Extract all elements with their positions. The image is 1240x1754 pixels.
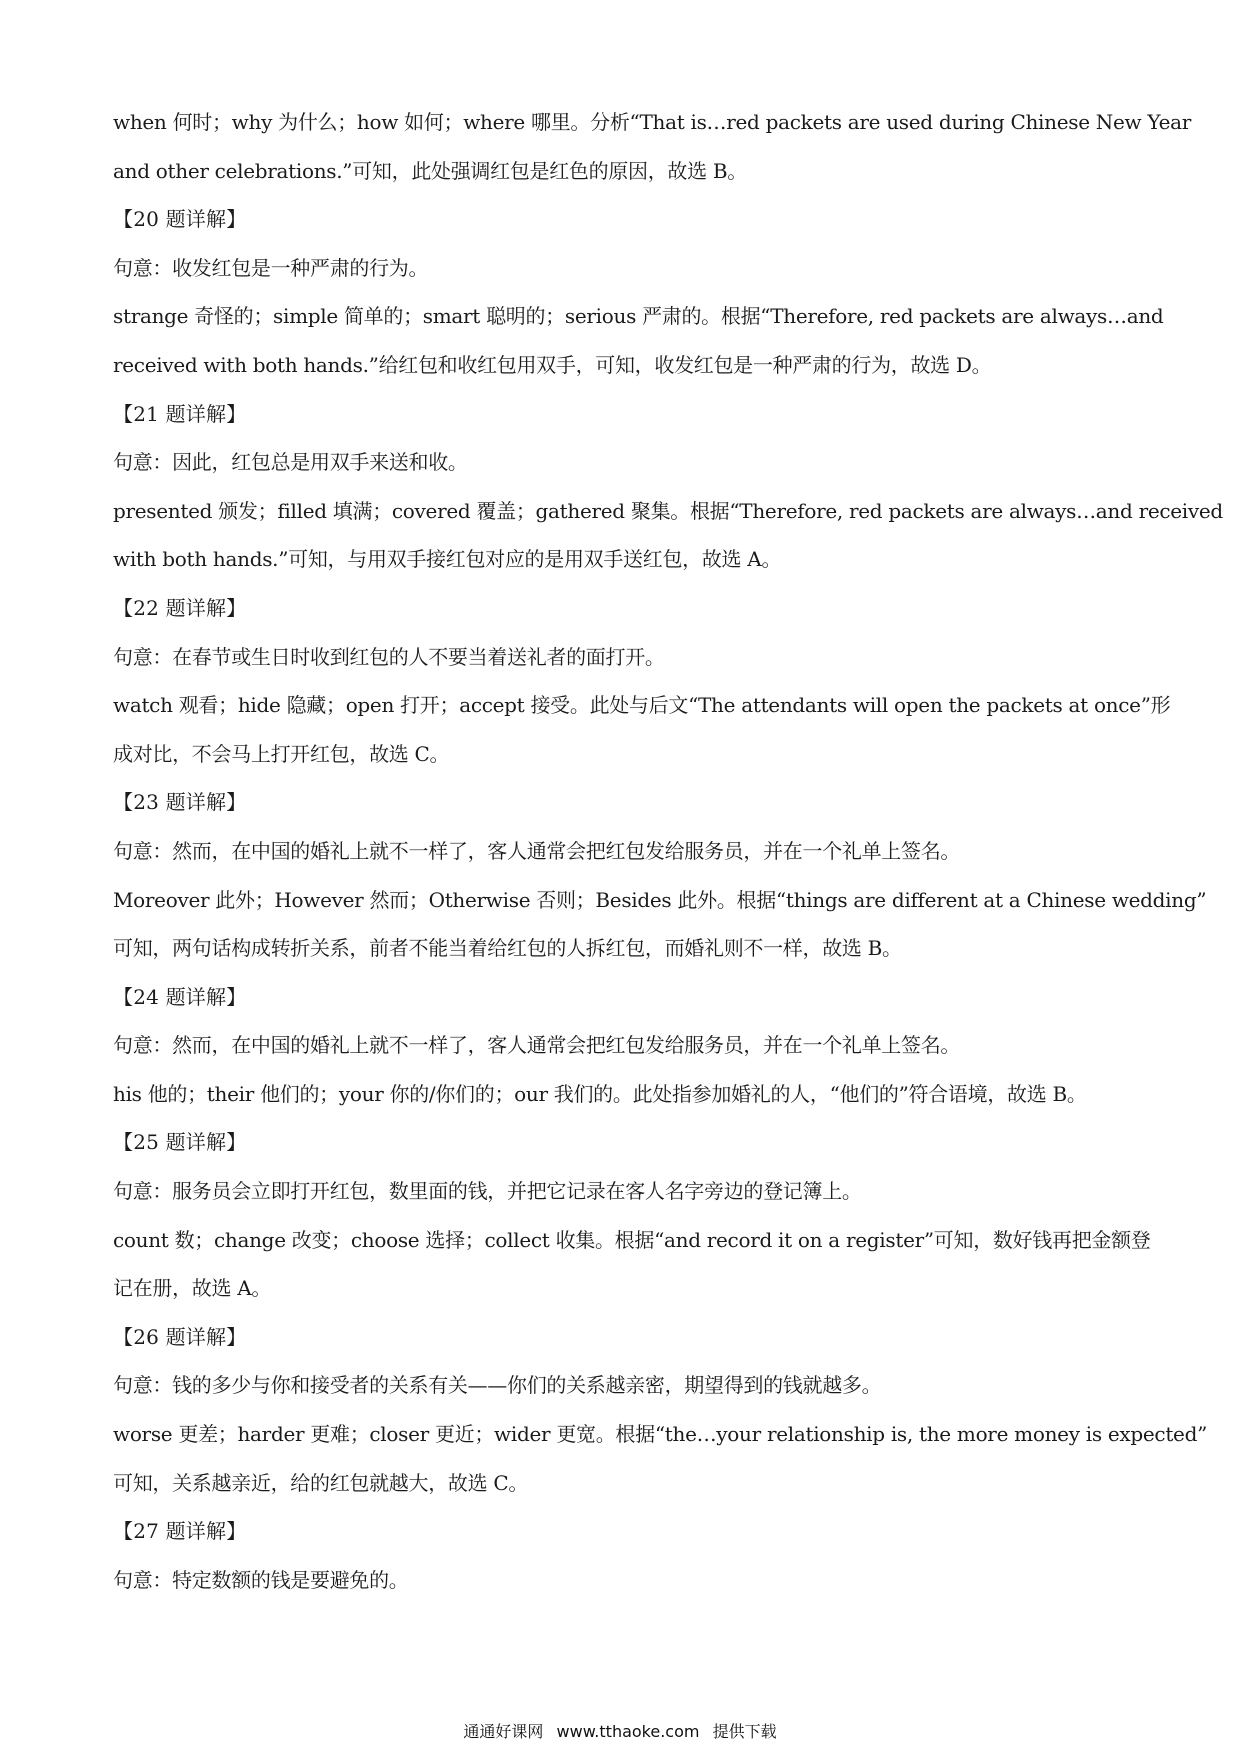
section-heading-24: 【24 题详解】 [113,984,247,1009]
footer-url[interactable]: www.tthaoke.com [556,1722,700,1741]
text-line: 记在册，故选 A。 [113,1276,272,1301]
text-line: and other celebrations.”可知，此处强调红包是红色的原因，故选 B。 [113,158,747,183]
text-line: 句意：因此，红包总是用双手来送和收。 [113,450,468,475]
section-heading-21: 【21 题详解】 [113,401,247,426]
page-footer [0,1722,1240,1742]
text-line: with both hands.”可知，与用双手接红包对应的是用双手送红包，故选 A。 [113,547,782,572]
text-line: 句意：钱的多少与你和接受者的关系有关——你们的关系越亲密，期望得到的钱就越多。 [113,1373,882,1398]
text-line: 句意：特定数额的钱是要避免的。 [113,1567,409,1592]
section-heading-25: 【25 题详解】 [113,1130,247,1155]
text-line: Moreover 此外；However 然而；Otherwise 否则；Besides 此外。根据“things are different at a Chinese wedding” [113,887,1207,912]
text-line: watch 观看；hide 隐藏；open 打开；accept 接受。此处与后文“The attendants will open the packets at once”形 [113,693,1171,718]
text-line: 句意：收发红包是一种严肃的行为。 [113,255,429,280]
footer-site-name: 通通好课网 [463,1722,544,1741]
text-line: 可知，两句话构成转折关系，前者不能当着给红包的人拆红包，而婚礼则不一样，故选 B。 [113,936,902,961]
text-line: received with both hands.”给红包和收红包用双手，可知，收发红包是一种严肃的行为，故选 D。 [113,352,992,377]
text-line: 句意：在春节或生日时收到红包的人不要当着送礼者的面打开。 [113,644,665,669]
text-line: strange 奇怪的；simple 简单的；smart 聪明的；serious 严肃的。根据“Therefore, red packets are always…and [113,304,1164,329]
text-line: count 数；change 改变；choose 选择；collect 收集。根据“and record it on a register”可知，数好钱再把金额登 [113,1227,1151,1252]
text-line: his 他的；their 他们的；your 你的/你们的；our 我们的。此处指参加婚礼的人，“他们的”符合语境，故选 B。 [113,1081,1087,1106]
section-heading-22: 【22 题详解】 [113,595,247,620]
text-line: 可知，关系越亲近，给的红包就越大，故选 C。 [113,1470,529,1495]
text-line: 句意：服务员会立即打开红包，数里面的钱，并把它记录在客人名字旁边的登记簿上。 [113,1179,862,1204]
section-heading-20: 【20 题详解】 [113,207,247,232]
footer-note: 提供下载 [712,1722,777,1741]
section-heading-26: 【26 题详解】 [113,1324,247,1349]
text-line: 句意：然而，在中国的婚礼上就不一样了，客人通常会把红包发给服务员，并在一个礼单上签名。 [113,838,961,863]
section-heading-23: 【23 题详解】 [113,790,247,815]
text-line: worse 更差；harder 更难；closer 更近；wider 更宽。根据“the…your relationship is, the more money is expected” [113,1422,1208,1447]
text-line: when 何时；why 为什么；how 如何；where 哪里。分析“That is…red packets are used during Chinese New Year [113,110,1191,134]
section-heading-27: 【27 题详解】 [113,1519,247,1544]
text-line: 成对比，不会马上打开红包，故选 C。 [113,741,450,766]
text-line: 句意：然而，在中国的婚礼上就不一样了，客人通常会把红包发给服务员，并在一个礼单上签名。 [113,1033,961,1058]
text-line: presented 颁发；filled 填满；covered 覆盖；gathered 聚集。根据“Therefore, red packets are always…and received [113,498,1223,523]
document-body [113,98,1223,1604]
